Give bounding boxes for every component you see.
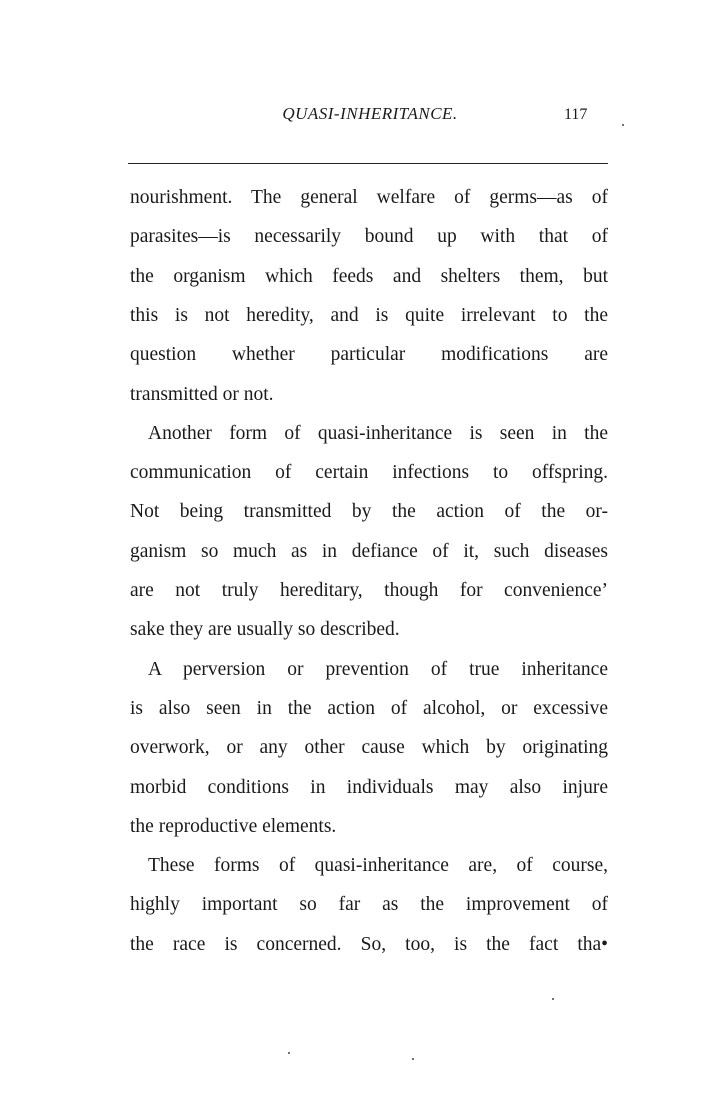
text-line: Another form of quasi-inheritance is seen in the — [148, 422, 608, 444]
header-rule — [128, 163, 608, 164]
text-line: morbid conditions in individuals may also injure — [130, 776, 608, 798]
text-line: is also seen in the action of alcohol, or excessive — [130, 697, 608, 719]
text-line: overwork, or any other cause which by originating — [130, 737, 608, 759]
text-line: A perversion or prevention of true inheritance — [148, 658, 608, 680]
text-line: this is not heredity, and is quite irrelevant to the — [130, 304, 608, 326]
text-line: ganism so much as in defiance of it, such diseases — [130, 540, 608, 562]
text-line: transmitted or not. — [130, 383, 274, 405]
text-line: nourishment. The general welfare of germs—as of — [130, 187, 608, 208]
text-line: These forms of quasi-inheritance are, of course, — [148, 855, 608, 877]
page-number: 117 — [564, 106, 588, 123]
text-line: Not being transmitted by the action of the or- — [130, 501, 608, 523]
scan-speck — [412, 1058, 414, 1060]
scan-speck — [552, 998, 554, 1000]
text-line: the race is concerned. So, too, is the fact tha• — [130, 933, 608, 955]
text-line: are not truly hereditary, though for convenience’ — [130, 580, 608, 601]
text-line: question whether particular modifications are — [130, 344, 608, 366]
text-line: sake they are usually so described. — [130, 619, 400, 641]
text-line: parasites—is necessarily bound up with that of — [130, 226, 608, 248]
text-line: the organism which feeds and shelters them, but — [130, 265, 608, 287]
text-line: highly important so far as the improvement of — [130, 894, 608, 916]
scan-speck — [622, 124, 624, 126]
scan-speck — [288, 1052, 290, 1054]
running-title: QUASI-INHERITANCE. — [282, 104, 458, 123]
text-line: the reproductive elements. — [130, 815, 337, 837]
text-line: communication of certain infections to offspring. — [130, 462, 608, 484]
